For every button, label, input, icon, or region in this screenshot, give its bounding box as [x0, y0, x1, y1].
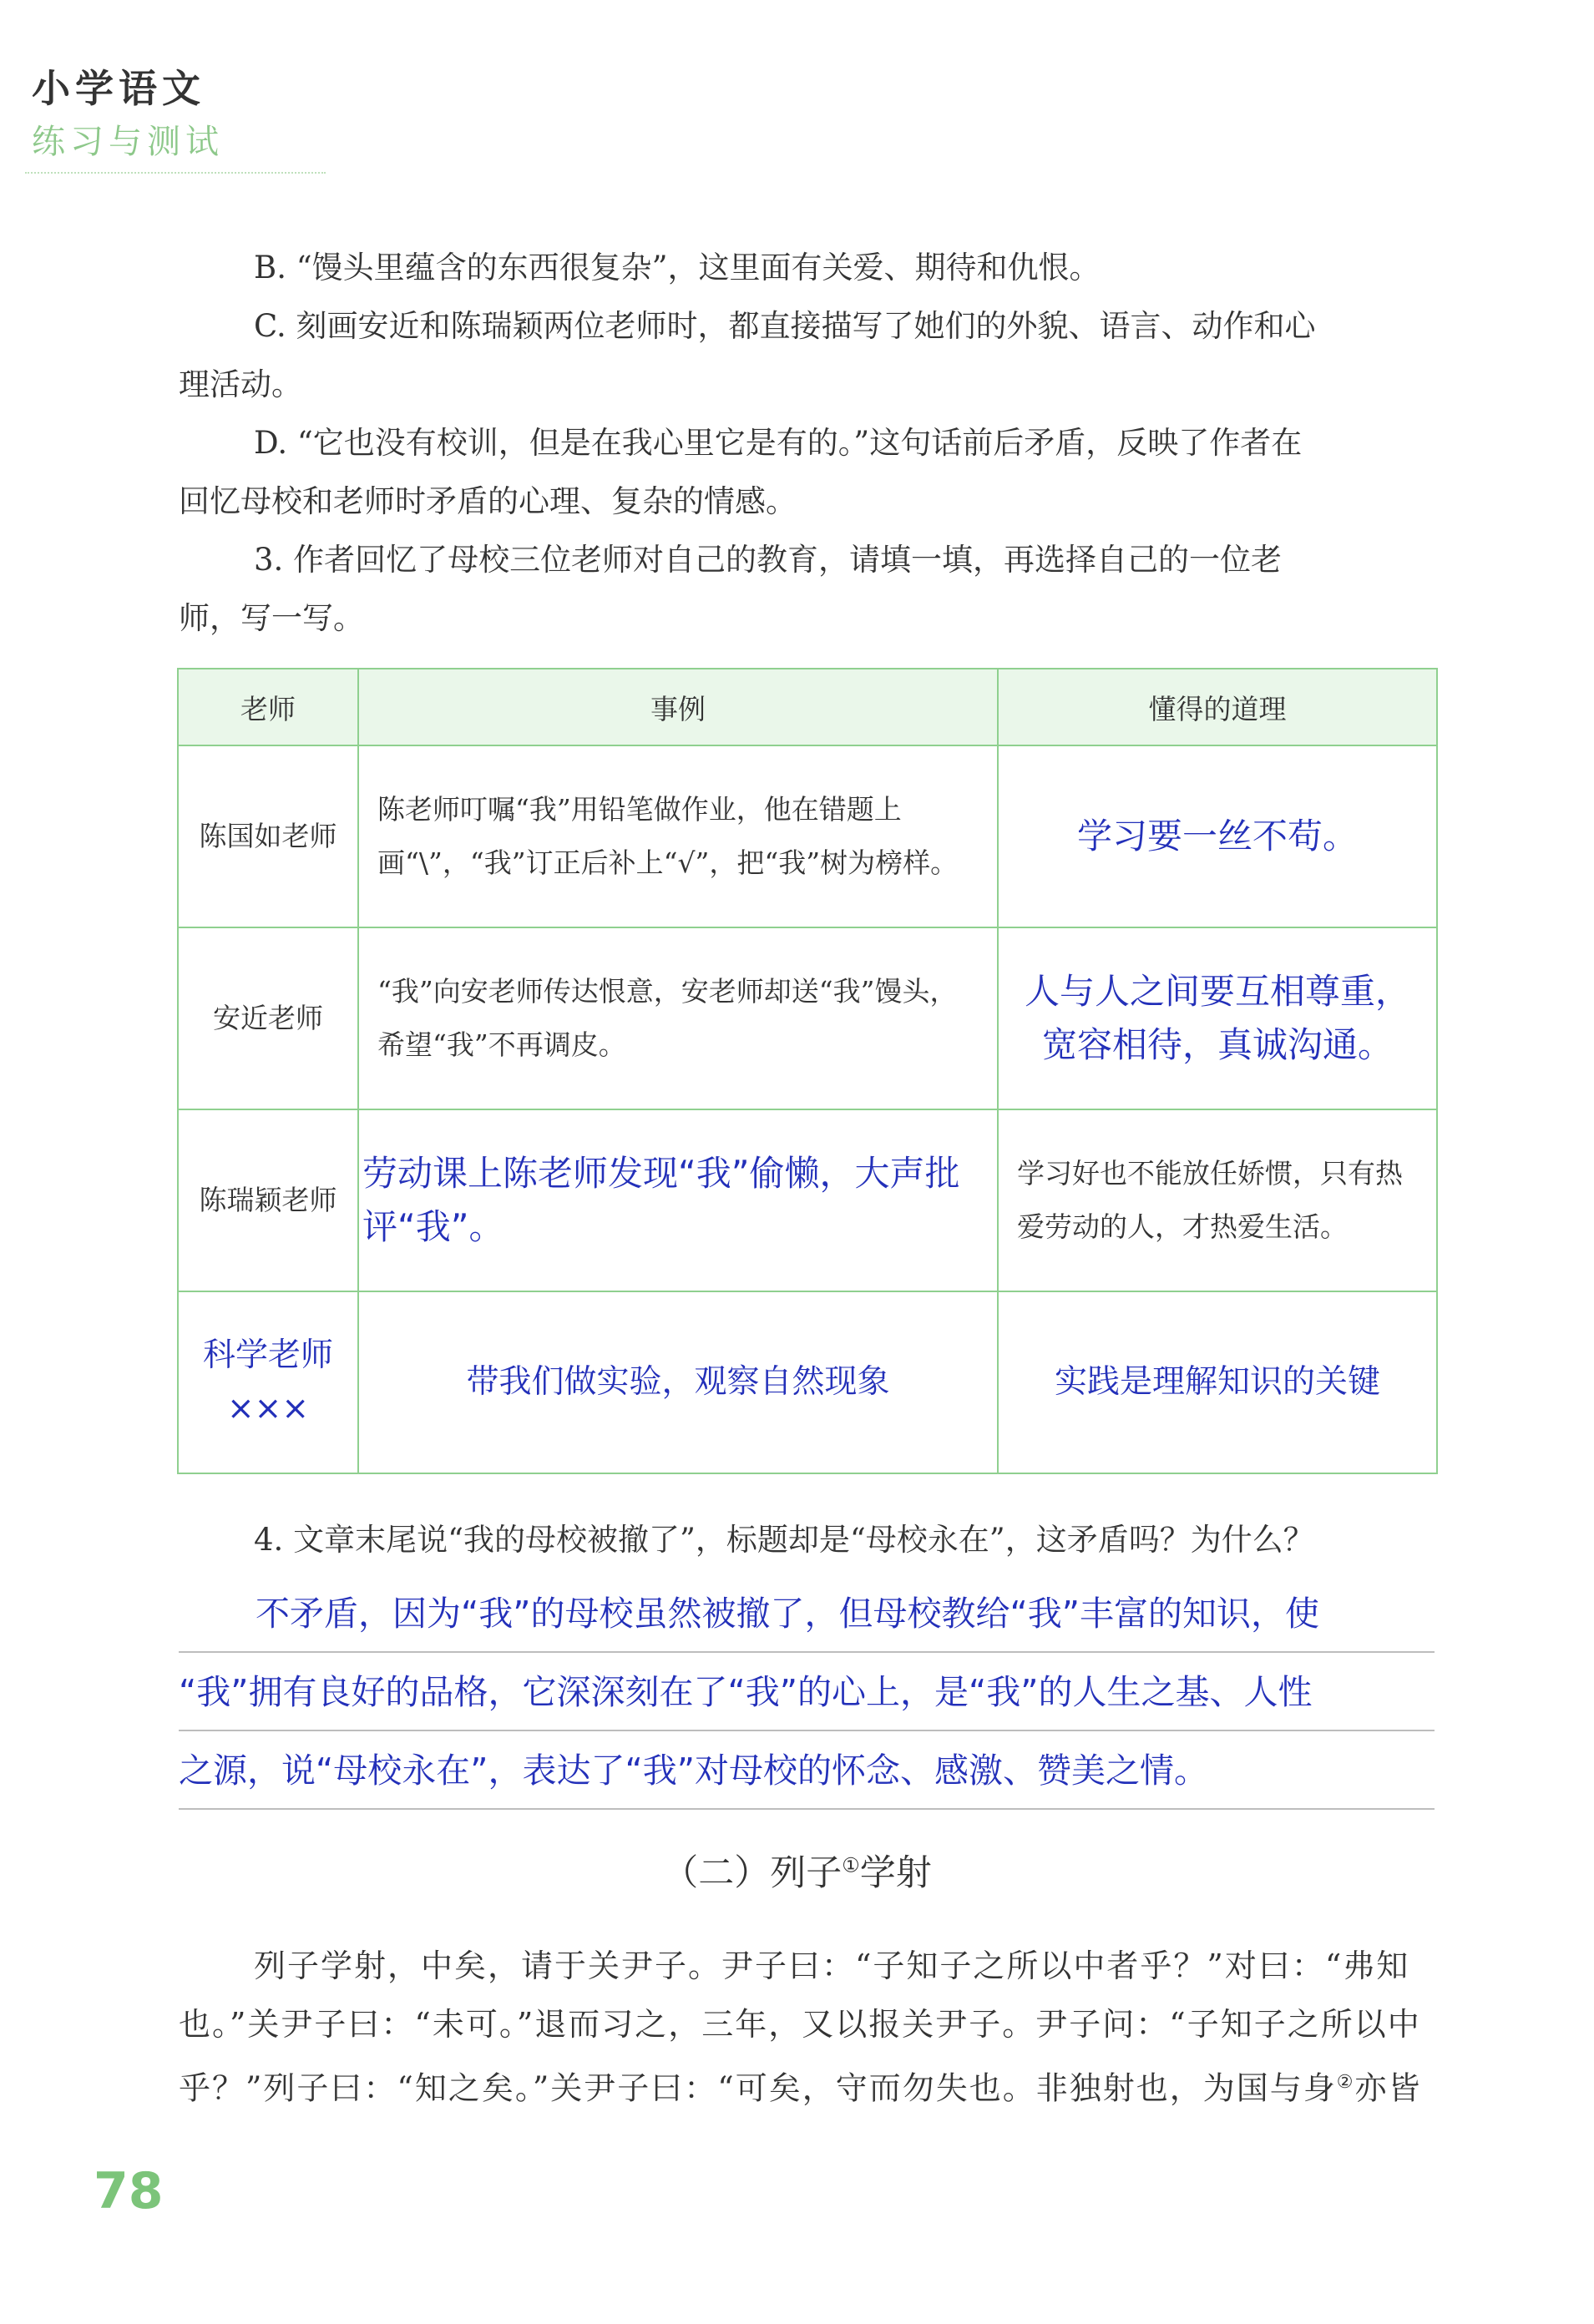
- q4-answer-line-2[interactable]: “我”拥有良好的品格，它深深刻在了“我”的心上，是“我”的人生之基、人性: [179, 1655, 1435, 1731]
- book-series: 练习与测试: [32, 123, 224, 161]
- row4-teacher-answer[interactable]: [178, 1291, 358, 1473]
- question-3-line1: 3. 作者回忆了母校三位老师对自己的教育，请填一填，再选择自己的一位老: [254, 542, 1283, 578]
- header-divider: [25, 172, 326, 174]
- row3-teacher: 陈瑞颖老师: [178, 1109, 358, 1291]
- classical-line-3-end: 亦皆: [1354, 2069, 1422, 2107]
- row1-lesson-answer[interactable]: 学习要一丝不苟。: [998, 745, 1437, 927]
- question-3-line2: 师，写一写。: [179, 600, 364, 636]
- section-title-end: 学射: [859, 1852, 932, 1894]
- option-d-line2: 回忆母校和老师时矛盾的心理、复杂的情感。: [179, 483, 797, 519]
- table-row: [178, 927, 1437, 1109]
- footnote-marker: ①: [842, 1853, 860, 1877]
- header-lesson: 懂得的道理: [998, 669, 1437, 745]
- question-4: 4. 文章末尾说“我的母校被撤了”，标题却是“母校永在”，这矛盾吗？为什么？: [254, 1522, 1314, 1558]
- book-header: [32, 58, 224, 163]
- row2-example: “我”向安老师传达恨意，安老师却送“我”馒头，希望“我”不再调皮。: [358, 927, 998, 1109]
- classical-text: [179, 1937, 1435, 2118]
- row4-example-answer[interactable]: 带我们做实验，观察自然现象: [358, 1291, 998, 1473]
- row3-lesson: 学习好也不能放任娇惯，只有热爱劳动的人，才热爱生活。: [998, 1109, 1437, 1291]
- classical-line-3-text: 乎？”列子曰：“知之矣。”关尹子曰：“可矣，守而勿失也。非独射也，为国与身: [179, 2069, 1337, 2107]
- teacher-table: [177, 668, 1438, 1474]
- option-b: B. “馒头里蕴含的东西很复杂”，这里面有关爱、期待和仇恨。: [254, 250, 1101, 285]
- option-d-line1: D. “它也没有校训，但是在我心里它是有的。”这句话前后矛盾，反映了作者在: [254, 425, 1303, 461]
- classical-line-2: 也。”关尹子曰：“未可。”退而习之，三年，又以报关尹子。尹子问：“子知子之所以中: [179, 2006, 1421, 2043]
- classical-line-3: [179, 2054, 1435, 2118]
- table-row: [178, 745, 1437, 927]
- header-teacher: 老师: [178, 669, 358, 745]
- row1-example: 陈老师叮嘱“我”用铅笔做作业，他在错题上画“\”，“我”订正后补上“√”，把“我”树为榜样。: [358, 745, 998, 927]
- section-title: [0, 1845, 1594, 1896]
- footnote-marker: ②: [1336, 2072, 1355, 2093]
- classical-line-1: 列子学射，中矣，请于关尹子。尹子曰：“子知子之所以中者乎？”对曰：“弗知: [254, 1948, 1410, 1984]
- table-header-row: [178, 669, 1437, 745]
- header-example: 事例: [358, 669, 998, 745]
- row4-teacher-placeholder: ×××: [226, 1390, 310, 1427]
- row1-teacher: 陈国如老师: [178, 745, 358, 927]
- row4-teacher-name: 科学老师: [202, 1336, 333, 1374]
- option-c-line1: C. 刻画安近和陈瑞颖两位老师时，都直接描写了她们的外貌、语言、动作和心: [254, 308, 1316, 344]
- q4-answer-line-3[interactable]: 之源，说“母校永在”，表达了“我”对母校的怀念、感激、赞美之情。: [179, 1733, 1435, 1810]
- row2-teacher: 安近老师: [178, 927, 358, 1109]
- q4-answer-line-1[interactable]: 不矛盾，因为“我”的母校虽然被撤了，但母校教给“我”丰富的知识，使: [179, 1576, 1435, 1653]
- section-title-main: （二）列子: [662, 1852, 843, 1894]
- row2-lesson-answer[interactable]: 人与人之间要互相尊重，宽容相待，真诚沟通。: [998, 927, 1437, 1109]
- page-number: 78: [94, 2162, 164, 2220]
- options-block: [179, 239, 1435, 648]
- option-c-line2: 理活动。: [179, 366, 302, 402]
- table-row: [178, 1291, 1437, 1473]
- row4-lesson-answer[interactable]: 实践是理解知识的关键: [998, 1291, 1437, 1473]
- row3-example-answer[interactable]: 劳动课上陈老师发现“我”偷懒，大声批评“我”。: [358, 1109, 998, 1291]
- book-subject: 小学语文: [32, 66, 205, 111]
- table-row: [178, 1109, 1437, 1291]
